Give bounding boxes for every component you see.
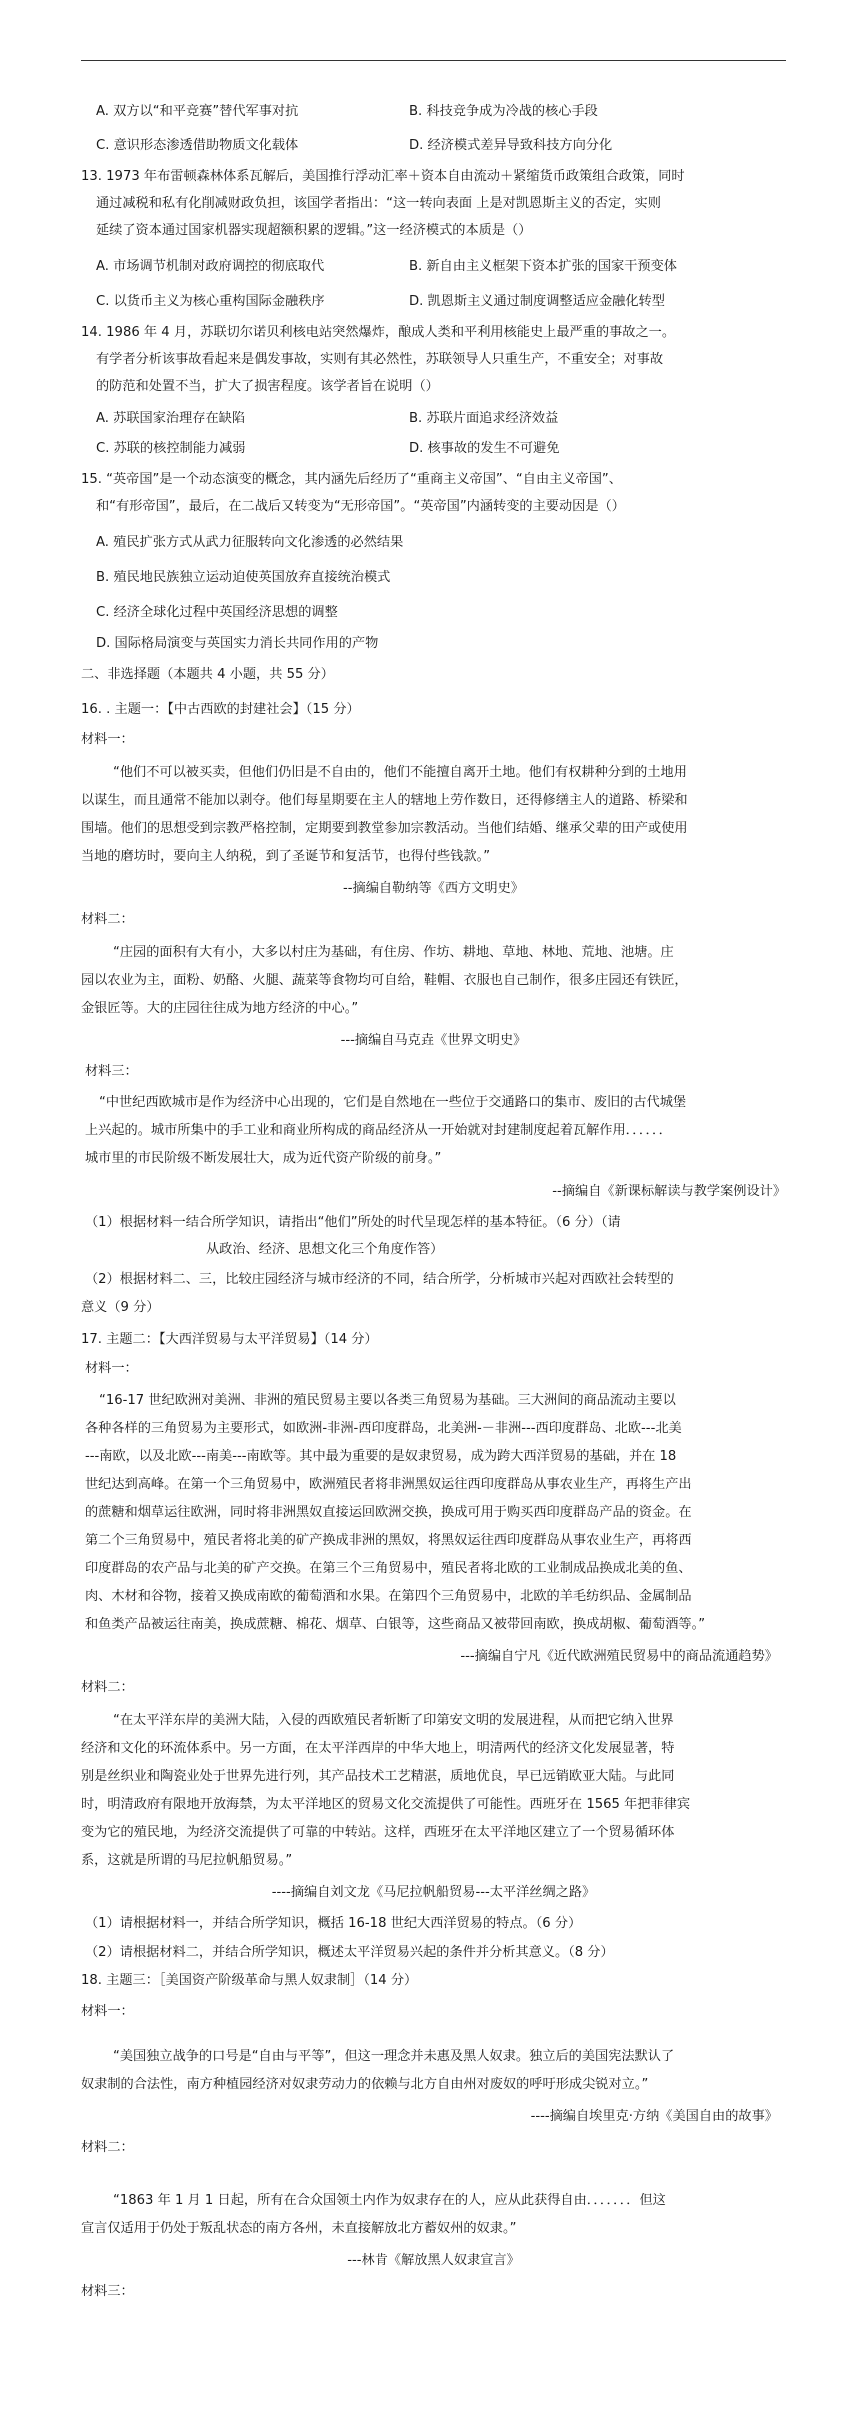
q13-option-d: D. 凯恩斯主义通过制度调整适应金融化转型 [409,294,665,309]
material-source: ----摘编自刘文龙《马尼拉帆船贸易---太平洋丝绸之路》 [271,1885,596,1900]
q14-stem-line: 的防范和处置不当，扩大了损害程度。该学者旨在说明（） [96,379,439,394]
material-text-line: “他们不可以被买卖，但他们仍旧是不自由的，他们不能擅自离开土地。他们有权耕种分到的土地用 [113,765,687,780]
material-text-line: 园以农业为主，面粉、奶酪、火腿、蔬菜等食物均可自给，鞋帽、衣服也自己制作，很多庄园还有铁匠， [81,973,688,988]
q12-option-c: C. 意识形态渗透借助物质文化载体 [96,138,299,153]
material-label: 材料三： [85,1064,138,1079]
q13-option-b: B. 新自由主义框架下资本扩张的国家干预变体 [409,259,677,274]
q15-option-a: A. 殖民扩张方式从武力征服转向文化渗透的必然结果 [96,535,404,550]
q12-option-d: D. 经济模式差异导致科技方向分化 [409,138,613,153]
q13-stem-line: 延续了资本通过国家机器实现超额积累的逻辑。”这一经济模式的本质是（） [96,223,532,238]
material-text-line: “1863 年 1 月 1 日起，所有在合众国领土内作为奴隶存在的人，应从此获得自由．．．．．．．但这 [113,2193,666,2208]
q14-stem-line: 14. 1986 年 4 月，苏联切尔诺贝利核电站突然爆炸，酿成人类和平利用核能史上最严重的事故之一。 [81,325,676,340]
q13-stem-line: 通过减税和私有化削减财政负担，该国学者指出：“这一转向表面 上是对凯恩斯主义的否定，实则 [96,196,661,211]
material-text-line: 以谋生，而且通常不能加以剥夺。他们每星期要在主人的辖地上劳作数日，还得修缮主人的道路、桥梁和 [81,793,688,808]
q14-option-c: C. 苏联的核控制能力减弱 [96,441,246,456]
q13-stem-line: 13. 1973 年布雷顿森林体系瓦解后，美国推行浮动汇率＋资本自由流动＋紧缩货币政策组合政策，同时 [81,169,685,184]
material-text-line: 围墙。他们的思想受到宗教严格控制，定期要到教堂参加宗教活动。当他们结婚、继承父辈的田产或使用 [81,821,688,836]
q15-option-d: D. 国际格局演变与英国实力消长共同作用的产物 [96,636,379,651]
material-text-line: 和鱼类产品被运往南美，换成蔗糖、棉花、烟草、白银等，这些商品又被带回南欧，换成胡椒、葡萄酒等。” [85,1617,706,1632]
material-text-line: 各种各样的三角贸易为主要形式，如欧洲-非洲-西印度群岛，北美洲-－非洲---西印度群岛、北欧---北美 [85,1421,682,1436]
q12-option-b: B. 科技竞争成为冷战的核心手段 [409,104,598,119]
section-heading: 二、非选择题（本题共 4 小题，共 55 分） [81,667,334,682]
material-source: --摘编自勒纳等《西方文明史》 [343,881,524,896]
material-text-line: 印度群岛的农产品与北美的矿产交换。在第三个三角贸易中，殖民者将北欧的工业制成品换成北美的鱼、 [85,1561,692,1576]
header-rule [81,60,786,61]
q15-stem-line: 15. “英帝国”是一个动态演变的概念，其内涵先后经历了“重商主义帝国”、“自由主义帝国”、 [81,472,622,487]
material-text-line: 宣言仅适用于仍处于叛乱状态的南方各州，未直接解放北方蓄奴州的奴隶。” [81,2221,517,2236]
material-text-line: 世纪达到高峰。在第一个三角贸易中，欧洲殖民者将非洲黑奴运往西印度群岛从事农业生产，再将生产出 [85,1477,692,1492]
material-label: 材料一： [81,2004,134,2019]
material-text-line: 系，这就是所谓的马尼拉帆船贸易。” [81,1853,293,1868]
material-label: 材料二： [81,912,134,927]
question-prompt: （2）请根据材料二，并结合所学知识，概述太平洋贸易兴起的条件并分析其意义。（8 分） [85,1945,614,1960]
material-source: ---摘编自马克垚《世界文明史》 [340,1033,527,1048]
material-text-line: 上兴起的。城市所集中的手工业和商业所构成的商品经济从一开始就对封建制度起着瓦解作用．．．．．． [85,1123,672,1138]
material-text-line: 奴隶制的合法性，南方种植园经济对奴隶劳动力的依赖与北方自由州对废奴的呼吁形成尖锐对立。” [81,2077,649,2092]
material-text-line: 城市里的市民阶级不断发展壮大，成为近代资产阶级的前身。” [85,1151,442,1166]
material-text-line: 第二个三角贸易中，殖民者将北美的矿产换成非洲的黑奴，将黑奴运往西印度群岛从事农业生产，再将西 [85,1533,692,1548]
material-text-line: ---南欧，以及北欧---南美---南欧等。其中最为重要的是奴隶贸易，成为跨大西洋贸易的基础，并在 18 [85,1449,677,1464]
material-source: ---摘编自宁凡《近代欧洲殖民贸易中的商品流通趋势》 [460,1649,778,1664]
material-text-line: “中世纪西欧城市是作为经济中心出现的，它们是自然地在一些位于交通路口的集市、废旧的古代城堡 [99,1095,687,1110]
q15-option-b: B. 殖民地民族独立运动迫使英国放弃直接统治模式 [96,570,391,585]
q17-title: 17. 主题二：【大西洋贸易与太平洋贸易】（14 分） [81,1332,378,1347]
q18-title: 18. 主题三：［美国资产阶级革命与黑人奴隶制］（14 分） [81,1973,418,1988]
material-label: 材料一： [81,732,134,747]
q15-stem-line: 和“有形帝国”，最后，在二战后又转变为“无形帝国”。“英帝国”内涵转变的主要动因是（） [96,499,625,514]
material-text-line: “美国独立战争的口号是“自由与平等”，但这一理念并未惠及黑人奴隶。独立后的美国宪法默认了 [113,2049,675,2064]
material-text-line: “16-17 世纪欧洲对美洲、非洲的殖民贸易主要以各类三角贸易为基础。三大洲间的商品流动主要以 [99,1393,676,1408]
q13-option-a: A. 市场调节机制对政府调控的彻底取代 [96,259,325,274]
question-prompt: （2）根据材料二、三，比较庄园经济与城市经济的不同，结合所学，分析城市兴起对西欧社会转型的 [85,1272,674,1287]
q14-option-d: D. 核事故的发生不可避免 [409,441,560,456]
material-text-line: 变为它的殖民地，为经济交流提供了可靠的中转站。这样，西班牙在太平洋地区建立了一个贸易循环体 [81,1825,675,1840]
question-prompt: 意义（9 分） [81,1300,160,1315]
material-text-line: 当地的磨坊时，要向主人纳税，到了圣诞节和复活节，也得付些钱款。” [81,849,491,864]
material-text-line: “庄园的面积有大有小，大多以村庄为基础，有住房、作坊、耕地、草地、林地、荒地、池塘。庄 [113,945,674,960]
q16-title: 16. . 主题一：【中古西欧的封建社会】（15 分） [81,702,360,717]
q15-option-c: C. 经济全球化过程中英国经济思想的调整 [96,605,338,620]
q13-option-c: C. 以货币主义为核心重构国际金融秩序 [96,294,325,309]
material-source: ----摘编自埃里克·方纳《美国自由的故事》 [530,2109,778,2124]
material-label: 材料二： [81,2140,134,2155]
q14-option-a: A. 苏联国家治理存在缺陷 [96,411,246,426]
material-label: 材料二： [81,1680,134,1695]
material-text-line: 肉、木材和谷物，接着又换成南欧的葡萄酒和水果。在第四个三角贸易中，北欧的羊毛纺织品、金属制品 [85,1589,692,1604]
material-text-line: 的蔗糖和烟草运往欧洲，同时将非洲黑奴直接运回欧洲交换，换成可用于购买西印度群岛产品的资金。在 [85,1505,692,1520]
material-source: ---林肯《解放黑人奴隶宣言》 [347,2253,520,2268]
material-source: --摘编自《新课标解读与教学案例设计》 [552,1184,786,1199]
material-text-line: 时，明清政府有限地开放海禁，为太平洋地区的贸易文化交流提供了可能性。西班牙在 1565 年把菲律宾 [81,1797,691,1812]
material-label: 材料一： [85,1361,138,1376]
q14-option-b: B. 苏联片面追求经济效益 [409,411,559,426]
q14-stem-line: 有学者分析该事故看起来是偶发事故，实则有其必然性，苏联领导人只重生产，不重安全；对事故 [96,352,664,367]
material-text-line: 别是丝织业和陶瓷业处于世界先进行列，其产品技术工艺精湛，质地优良，早已远销欧亚大陆。与此同 [81,1769,675,1784]
question-prompt: （1）请根据材料一，并结合所学知识，概括 16-18 世纪大西洋贸易的特点。（6 分） [85,1916,582,1931]
material-text-line: “在太平洋东岸的美洲大陆，入侵的西欧殖民者斩断了印第安文明的发展进程，从而把它纳入世界 [113,1713,674,1728]
question-prompt: （1）根据材料一结合所学知识，请指出“他们”所处的时代呈现怎样的基本特征。（6 分）（请 [85,1215,621,1230]
material-label: 材料三： [81,2284,134,2299]
question-prompt: 从政治、经济、思想文化三个角度作答） [206,1242,444,1257]
material-text-line: 经济和文化的环流体系中。另一方面，在太平洋西岸的中华大地上，明清两代的经济文化发展显著，特 [81,1741,675,1756]
material-text-line: 金银匠等。大的庄园往往成为地方经济的中心。” [81,1001,359,1016]
q12-option-a: A. 双方以“和平竞赛”替代军事对抗 [96,104,299,119]
